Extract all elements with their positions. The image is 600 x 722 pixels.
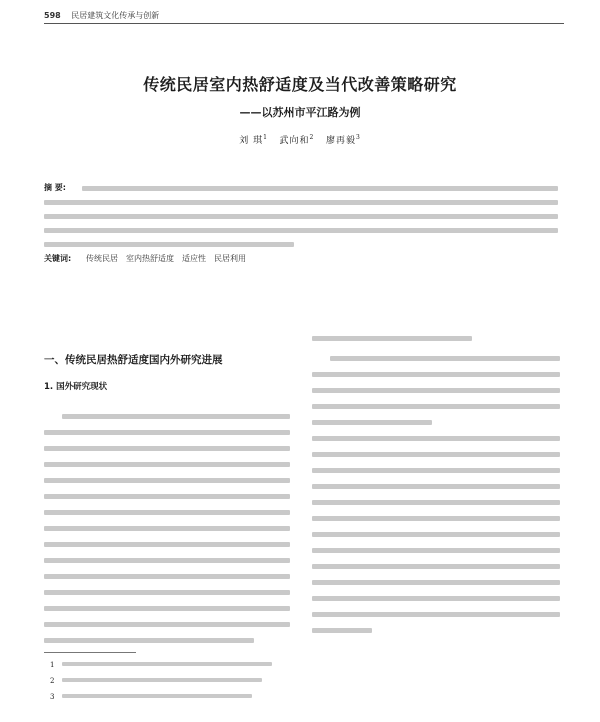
body-text-line (62, 414, 290, 419)
body-text-line (312, 628, 372, 633)
author-name: 刘 琪 (239, 136, 264, 146)
author-line (0, 133, 600, 146)
body-text-line (44, 430, 290, 435)
abstract-text-line (44, 242, 294, 247)
footnote-text-line (62, 662, 272, 666)
abstract-text-line (44, 228, 558, 233)
body-text-line (312, 404, 560, 409)
subsection-heading: 1. 国外研究现状 (44, 382, 108, 392)
body-text-line (44, 590, 290, 595)
section-heading: 一、传统民居热舒适度国内外研究进展 (44, 354, 223, 366)
running-header (44, 9, 564, 24)
author-name: 廖再毅 (325, 136, 356, 146)
footnote-marker: 3 (50, 693, 55, 701)
running-title: 民居建筑文化传承与创新 (71, 11, 160, 20)
body-text-line (44, 478, 290, 483)
body-text-line (312, 500, 560, 505)
body-text-line (312, 388, 560, 393)
abstract-text-line (82, 186, 558, 191)
abstract-text-line (44, 214, 558, 219)
body-text-line (312, 484, 560, 489)
body-text-line (312, 612, 560, 617)
abstract-text-line (44, 200, 558, 205)
author-affiliation-mark: 1 (263, 134, 268, 141)
body-text-line (312, 468, 560, 473)
body-text-line (312, 452, 560, 457)
body-text-line (44, 446, 290, 451)
body-text-line (44, 638, 254, 643)
paper-subtitle: ——以苏州市平江路为例 (239, 106, 361, 119)
body-text-line (44, 542, 290, 547)
footnote-rule (44, 652, 136, 653)
body-text-line (44, 558, 290, 563)
body-text-line (44, 462, 290, 467)
body-text-line (330, 356, 560, 361)
author-affiliation-mark: 2 (309, 134, 315, 141)
footnote-marker: 2 (50, 677, 55, 685)
body-text-line (44, 574, 290, 579)
paper-title: 传统民居室内热舒适度及当代改善策略研究 (143, 75, 457, 94)
body-text-line (312, 532, 560, 537)
body-text-line (312, 336, 472, 341)
body-text-line (312, 548, 560, 553)
keywords-label: 关键词: (44, 254, 72, 263)
body-text-line (312, 372, 560, 377)
footnote-marker: 1 (50, 661, 55, 669)
body-text-line (312, 516, 560, 521)
author-name: 武向和 (279, 136, 310, 146)
footnote-text-line (62, 694, 252, 698)
body-text-line (44, 606, 290, 611)
keywords-text: 传统民居 室内热舒适度 适应性 民居利用 (86, 254, 246, 263)
body-text-line (44, 622, 290, 627)
body-text-line (312, 580, 560, 585)
abstract-label: 摘 要: (44, 183, 66, 192)
body-text-line (44, 494, 290, 499)
body-text-line (312, 564, 560, 569)
body-text-line (44, 526, 290, 531)
body-text-line (44, 510, 290, 515)
body-text-line (312, 420, 432, 425)
body-text-line (312, 436, 560, 441)
footnote-text-line (62, 678, 262, 682)
page-number: 598 (44, 11, 61, 20)
author-affiliation-mark: 3 (355, 134, 361, 141)
body-text-line (312, 596, 560, 601)
